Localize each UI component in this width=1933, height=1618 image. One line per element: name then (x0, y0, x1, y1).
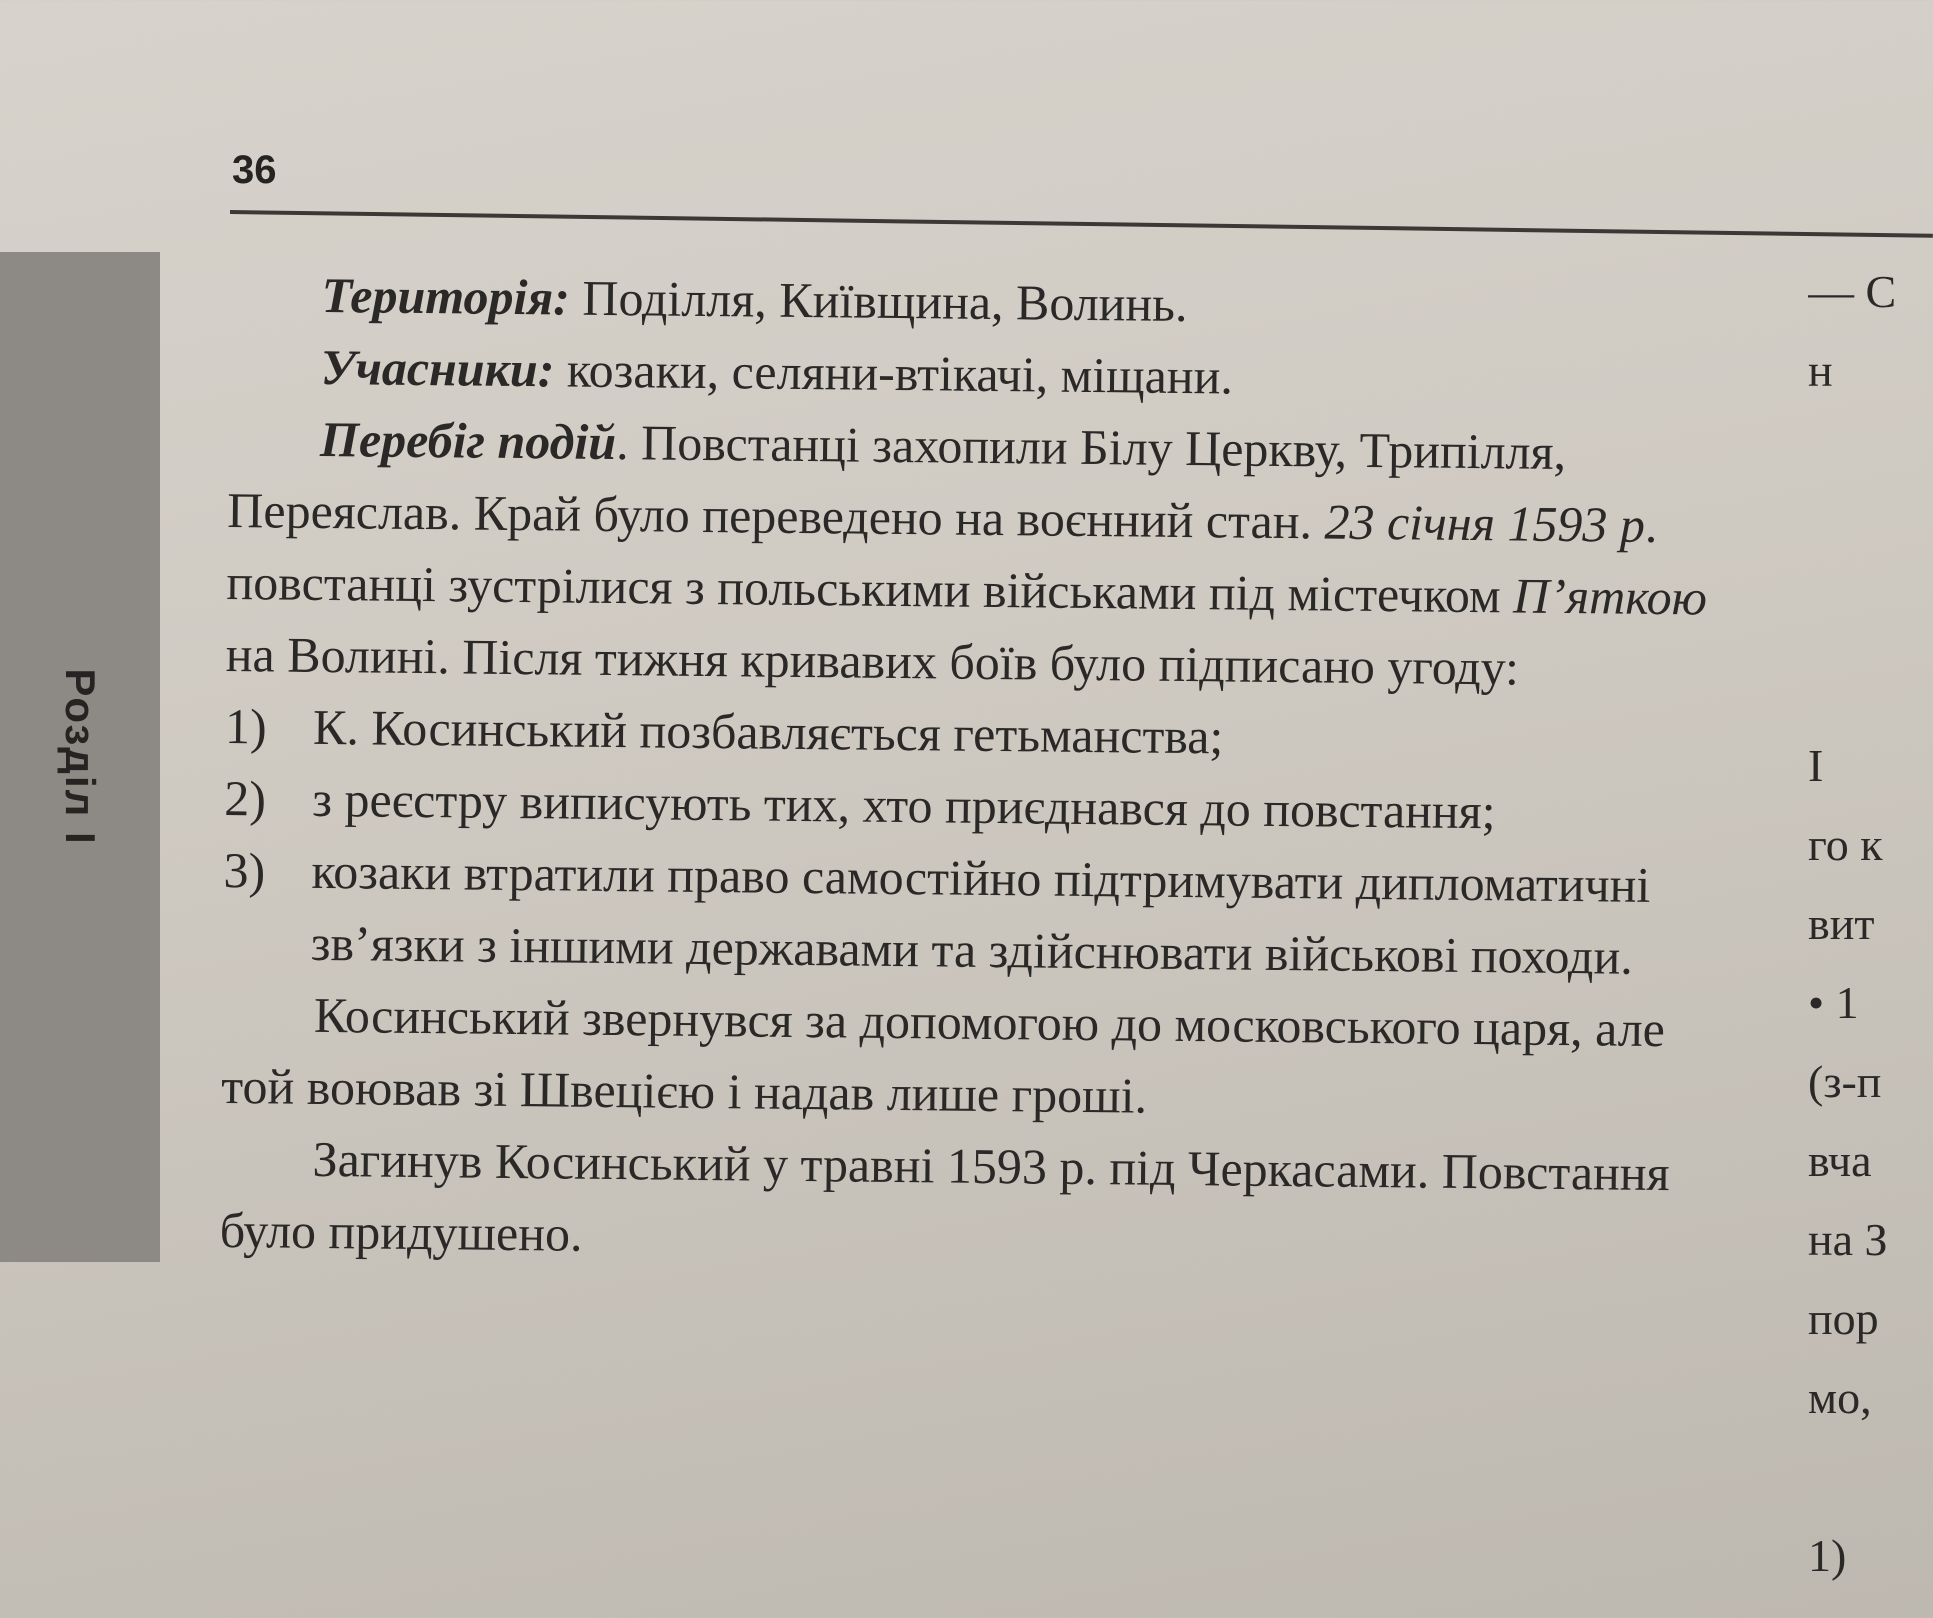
course-text-2: . повстанці зустрілися з польськими військами під містечком (226, 496, 1658, 624)
list-item-number: 3) (223, 841, 266, 899)
paragraph-death: Загинув Косинський у травні 1593 р. під Черкасами. Повстання було придушено. (219, 1130, 1670, 1262)
fragment-line: вит (1808, 898, 1875, 949)
course-text-1: . Повстанці захопили Білу Церкву, Трипілля, Переяслав. Край було переведено на воєнний стан. (227, 414, 1567, 550)
fragment-line (1808, 568, 1933, 647)
fragment-line: • 1 (1808, 977, 1859, 1028)
fragment-line: І (1808, 740, 1824, 791)
list-item-number: 2) (224, 769, 267, 827)
next-page-fragment (1808, 252, 1933, 1595)
territory-label: Територія: (321, 266, 571, 326)
list-item-text: з реєстру виписують тих, хто приєднався до повстання; (312, 770, 1496, 840)
list-item-text: козаки втратили право самостійно підтримувати дипломатичні зв’язки з іншими державами та здійснювати військові походи. (310, 842, 1651, 985)
fragment-line: — С (1808, 266, 1897, 317)
header-rule (230, 210, 1933, 238)
fragment-line (1808, 647, 1933, 726)
fragment-line (1808, 489, 1933, 568)
fragment-line (1808, 410, 1933, 489)
list-item-text: К. Косинський позбавляється гетьманства; (312, 698, 1224, 765)
fragment-line (1808, 1437, 1933, 1516)
territory-text: Поділля, Київщина, Волинь. (569, 269, 1188, 333)
course-label: Перебіг подій (319, 410, 617, 471)
list-item (222, 834, 1723, 994)
fragment-line: н (1808, 345, 1833, 396)
main-text (219, 258, 1729, 1282)
paragraph-course-of-events (225, 402, 1728, 706)
participants-label: Учасники: (320, 338, 555, 398)
fragment-line: вча (1808, 1135, 1872, 1186)
section-tab-label: Розділ I (57, 668, 104, 846)
fragment-line: пор (1808, 1293, 1879, 1344)
list-item-number: 1) (224, 697, 268, 755)
paragraph-moscow: Косинський звернувся за допомогою до московського царя, але той воював зі Швецією і надав лише гроші. (221, 986, 1666, 1124)
agreement-list (222, 690, 1725, 994)
course-text-3: на Волині. Після тижня кривавих боїв було підписано угоду: (225, 625, 1520, 696)
course-date: 23 січня 1593 р (1324, 493, 1646, 553)
course-place: П’яткою (1512, 567, 1708, 626)
fragment-line: на З (1808, 1214, 1888, 1265)
fragment-line: мо, (1808, 1372, 1872, 1423)
fragment-line: (з-п (1808, 1056, 1882, 1107)
page-number: 36 (232, 148, 277, 192)
fragment-line: 1) (1808, 1530, 1847, 1581)
participants-text: козаки, селяни-втікачі, міщани. (554, 341, 1234, 405)
fragment-line: го к (1808, 819, 1883, 870)
